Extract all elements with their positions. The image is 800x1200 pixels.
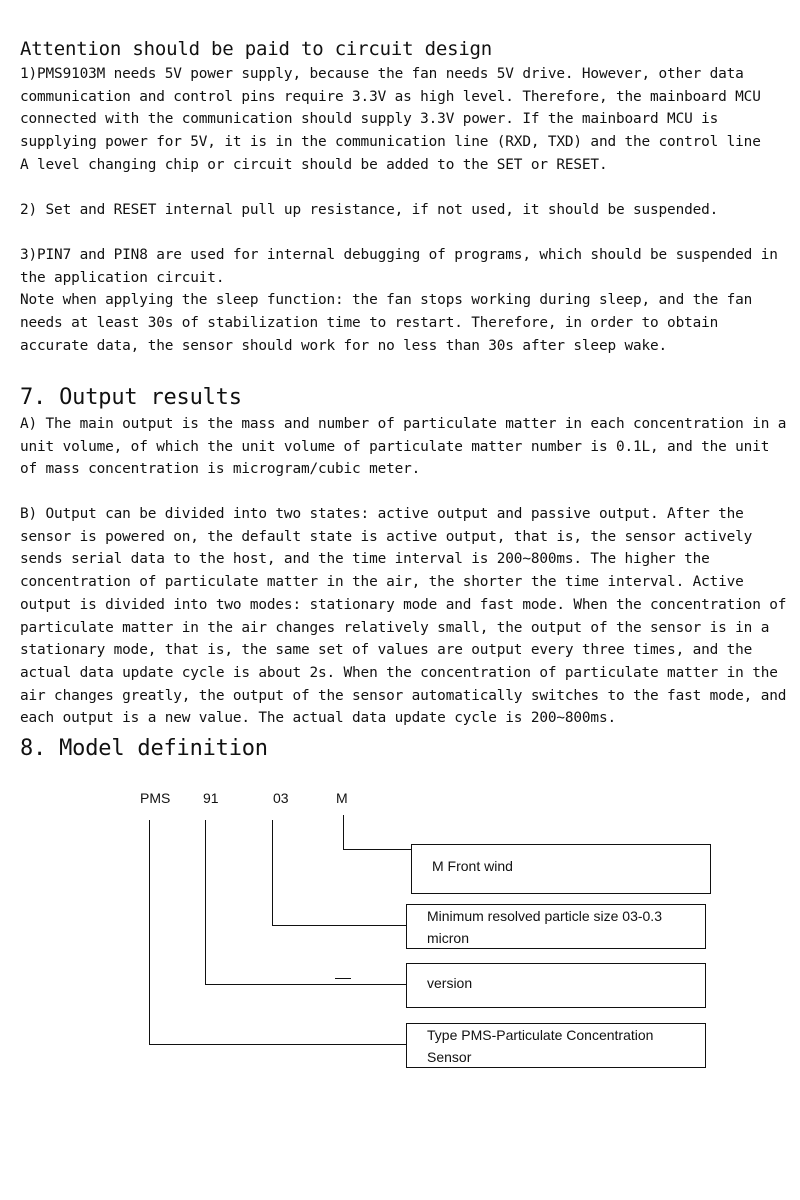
text-line: A level changing chip or circuit should be added to the SET or RESET. (20, 156, 608, 173)
connector-pms-horizontal (149, 1044, 407, 1045)
box-text: M Front wind (432, 858, 513, 874)
connector-91-horizontal (205, 984, 407, 985)
connector-03-horizontal (272, 925, 407, 926)
text-line: concentration of particulate matter in the air, the shorter the time interval. Active (20, 574, 744, 591)
text-line: A) The main output is the mass and number of particulate matter in each concentration in a (20, 416, 787, 432)
code-wind: M (336, 790, 348, 806)
model-definition-heading: 8. Model definition (20, 736, 268, 761)
text-line: accurate data, the sensor should work for no less than 30s after sleep wake. (20, 337, 668, 354)
box-text: version (427, 975, 473, 991)
attention-paragraph-1 (20, 63, 790, 177)
output-results-paragraph-b (20, 503, 790, 730)
text-line: 1)PMS9103M needs 5V power supply, because the fan needs 5V drive. However, other data (20, 66, 744, 82)
text-line: unit volume, of which the unit volume of particulate matter number is 0.1L, and the unit (20, 438, 770, 455)
text-line: particulate matter in the air changes relatively small, the output of the sensor is in a (20, 619, 770, 636)
box-type (406, 1023, 706, 1068)
text-line: sensor is powered on, the default state is active output, that is, the sensor actively (20, 528, 753, 545)
connector-pms-vertical (149, 820, 150, 1045)
code-particle-size: 03 (273, 790, 289, 806)
connector-m-horizontal (343, 849, 412, 850)
attention-heading: Attention should be paid to circuit design (20, 38, 493, 60)
output-results-paragraph-a (20, 413, 790, 481)
connector-03-vertical (272, 820, 273, 926)
connector-m-vertical (343, 815, 344, 850)
text-line: needs at least 30s of stabilization time to restart. Therefore, in order to obtain (20, 315, 719, 332)
text-line: actual data update cycle is about 2s. When the concentration of particulate matter in the (20, 664, 778, 681)
text-line: B) Output can be divided into two states: active output and passive output. After the (20, 506, 744, 522)
box-version (406, 963, 706, 1008)
attention-paragraph-2 (20, 199, 790, 222)
text-line: output is divided into two modes: stationary mode and fast mode. When the concentration of (20, 596, 787, 613)
text-line: 3)PIN7 and PIN8 are used for internal debugging of programs, which should be suspended in (20, 247, 778, 263)
code-pms: PMS (140, 790, 171, 806)
text-line: 2) Set and RESET internal pull up resistance, if not used, it should be suspended. (20, 202, 719, 218)
text-line: supplying power for 5V, it is in the communication line (RXD, TXD) and the control line (20, 134, 761, 151)
text-line: each output is a new value. The actual data update cycle is 200~800ms. (20, 710, 616, 727)
text-line: communication and control pins require 3.3V as high level. Therefore, the mainboard MCU (20, 88, 761, 105)
text-line: Note when applying the sleep function: the fan stops working during sleep, and the fan (20, 292, 753, 309)
output-results-heading: 7. Output results (20, 385, 242, 410)
box-text: Sensor (427, 1049, 472, 1065)
box-front-wind (411, 844, 711, 894)
text-line: the application circuit. (20, 269, 225, 286)
code-series: 91 (203, 790, 219, 806)
text-line: stationary mode, that is, the same set of values are output every three times, and the (20, 642, 753, 659)
dash-mark (335, 978, 351, 979)
connector-91-vertical (205, 820, 206, 985)
box-text: Minimum resolved particle size 03-0.3 (427, 908, 662, 924)
text-line: connected with the communication should supply 3.3V power. If the mainboard MCU is (20, 111, 719, 128)
attention-paragraph-3 (20, 244, 790, 358)
box-particle-size (406, 904, 706, 949)
text-line: of mass concentration is microgram/cubic meter. (20, 461, 421, 478)
text-line: sends serial data to the host, and the time interval is 200~800ms. The higher the (20, 551, 710, 568)
model-definition-diagram (0, 770, 800, 1090)
text-line: air changes greatly, the output of the sensor automatically switches to the fast mode, and (20, 687, 787, 704)
box-text: micron (427, 930, 470, 946)
box-text: Type PMS-Particulate Concentration (427, 1027, 654, 1043)
